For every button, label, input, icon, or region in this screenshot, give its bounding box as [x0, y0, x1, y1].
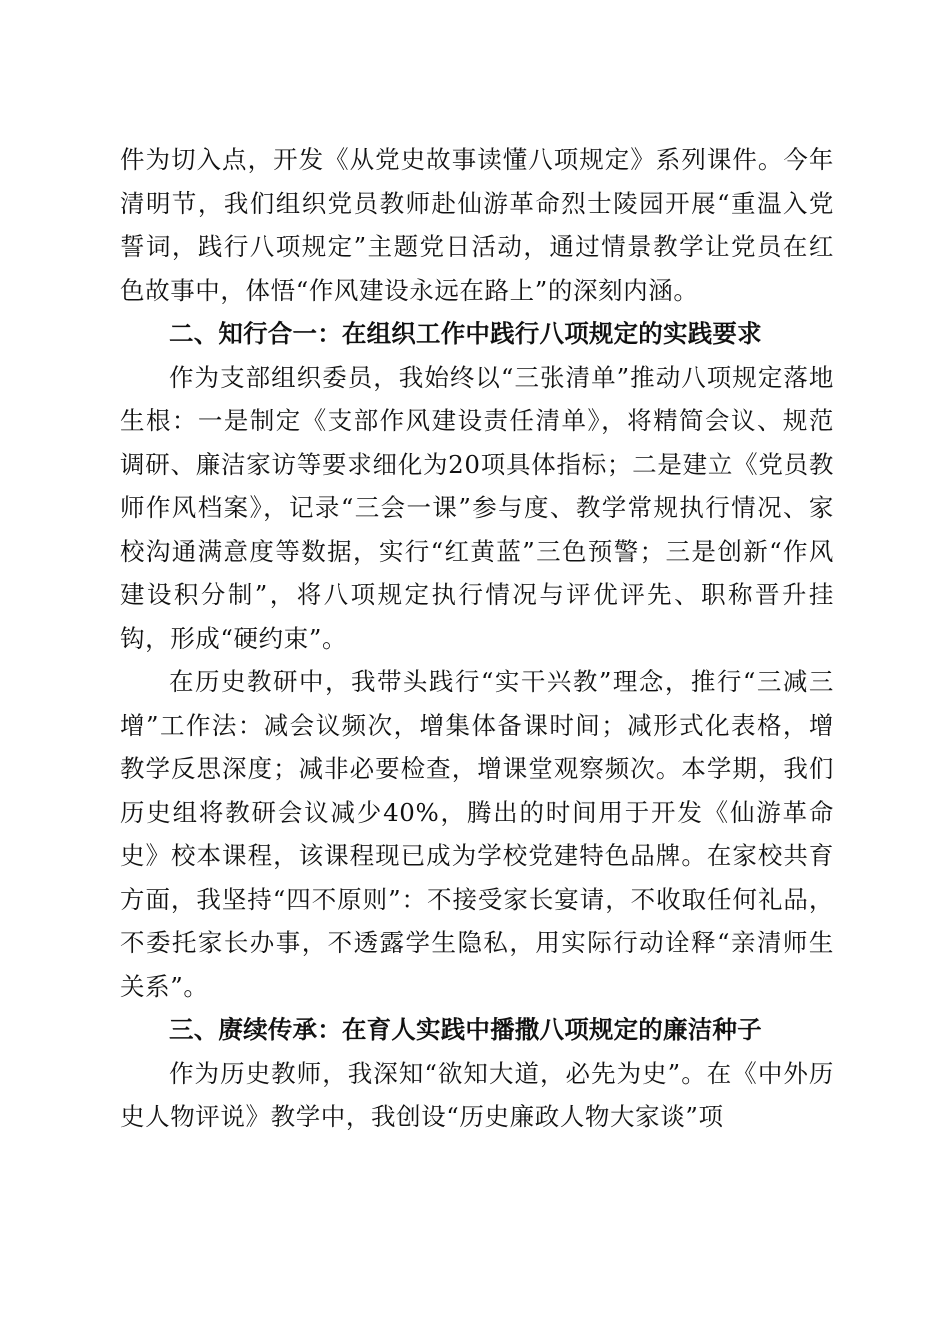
section-heading-3: 三、赓续传承：在育人实践中播撒八项规定的廉洁种子: [169, 1015, 762, 1044]
paragraph-teaching-research: 在历史教研中，我带头践行“实干兴教”理念，推行“三减三增”工作法：减会议频次，增集体备课时间；减形式化表格，增教学反思深度；减非必要检查，增课堂观察频次。本学期，我们历史组将教研会议减少40%，腾出的时间用于开发《仙游革命史》校本课程，该课程现已成为学校党建特色品牌。在家校共育方面，我坚持“四不原则”：不接受家长宴请，不收取任何礼品，不委托家长办事，不透露学生隐私，用实际行动诠释“亲清师生关系”。: [120, 667, 834, 1001]
paragraph-history-teacher: 作为历史教师，我深知“欲知大道，必先为史”。在《中外历史人物评说》教学中，我创设“历史廉政人物大家谈”项: [120, 1058, 834, 1131]
paragraph-continuation: 件为切入点，开发《从党史故事读懂八项规定》系列课件。今年清明节，我们组织党员教师赴仙游革命烈士陵园开展“重温入党誓词，践行八项规定”主题党日活动，通过情景教学让党员在红色故事中，体悟“作风建设永远在路上”的深刻内涵。: [120, 145, 834, 305]
section-heading-2: 二、知行合一：在组织工作中践行八项规定的实践要求: [169, 319, 762, 348]
document-body: [120, 138, 834, 1139]
paragraph-organization-work: 作为支部组织委员，我始终以“三张清单”推动八项规定落地生根：一是制定《支部作风建设责任清单》，将精简会议、规范调研、廉洁家访等要求细化为20项具体指标；二是建立《党员教师作风档案》，记录“三会一课”参与度、教学常规执行情况、家校沟通满意度等数据，实行“红黄蓝”三色预警；三是创新“作风建设积分制”，将八项规定执行情况与评优评先、职称晋升挂钩，形成“硬约束”。: [120, 362, 834, 653]
